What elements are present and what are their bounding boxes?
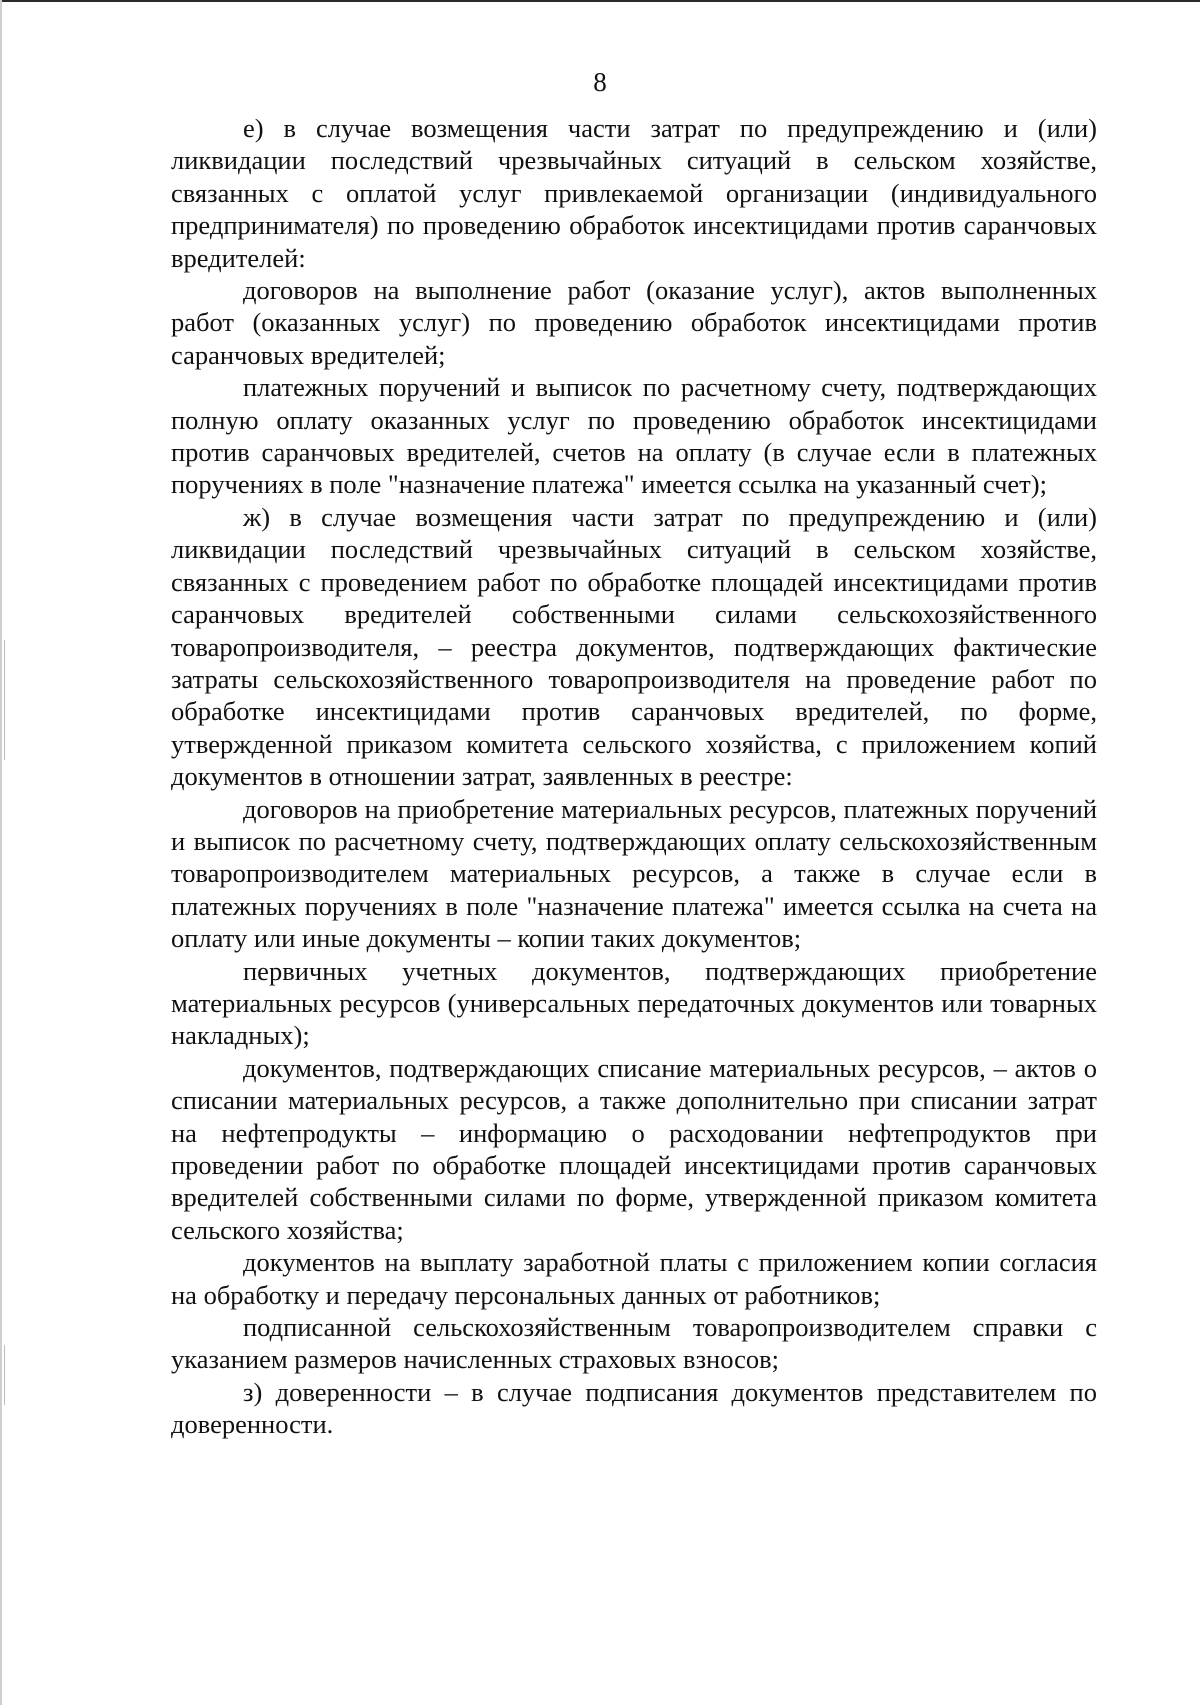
- paragraph-primary-documents: первичных учетных документов, подтверждающих приобретение материальных ресурсов (универсальных передаточных документов или товарных накладных);: [171, 955, 1097, 1051]
- scan-edge-top: [0, 0, 1200, 2]
- scan-edge-left: [0, 0, 2, 1705]
- document-body: [171, 112, 1097, 1441]
- paragraph-contracts: договоров на выполнение работ (оказание услуг), актов выполненных работ (оказанных услуг) по проведению обработок инсектицидами против саранчовых вредителей;: [171, 275, 1097, 370]
- paragraph-payroll-documents: документов на выплату заработной платы с приложением копии согласия на обработку и передачу персональных данных от работников;: [171, 1247, 1097, 1310]
- paragraph-zh: ж) в случае возмещения части затрат по предупреждению и (или) ликвидации последствий чрезвычайных ситуаций в сельском хозяйстве, связанных с проведением работ по обработке площадей инсектицидами против саранчовых вредителей собственными силами сельскохозяйственного товаропроизводителя, – реестра документов, подтверждающих фактические затраты сельскохозяйственного товаропроизводителя на проведение работ по обработке инсектицидами против саранчовых вредителей, по форме, утвержденной приказом комитета сельского хозяйства, с приложением копий документов в отношении затрат, заявленных в реестре:: [171, 501, 1097, 792]
- paragraph-insurance-certificate: подписанной сельскохозяйственным товаропроизводителем справки с указанием размеров начисленных страховых взносов;: [171, 1312, 1097, 1375]
- paragraph-e: е) в случае возмещения части затрат по предупреждению и (или) ликвидации последствий чрезвычайных ситуаций в сельском хозяйстве, связанных с оплатой услуг привлекаемой организации (индивидуального предпринимателя) по проведению обработок инсектицидами против саранчовых вредителей:: [171, 113, 1097, 273]
- paragraph-write-off-documents: документов, подтверждающих списание материальных ресурсов, – актов о списании материальных ресурсов, а также дополнительно при списании затрат на нефтепродукты – информацию о расходовании нефтепродуктов при проведении работ по обработке площадей инсектицидами против саранчовых вредителей собственными силами по форме, утвержденной приказом комитета сельского хозяйства;: [171, 1052, 1097, 1245]
- scan-mark-left-1: [4, 640, 5, 760]
- page-number: 8: [593, 67, 607, 97]
- paragraph-payment-orders: платежных поручений и выписок по расчетному счету, подтверждающих полную оплату оказанных услуг по проведению обработок инсектицидами против саранчовых вредителей, счетов на оплату (в случае если в платежных поручениях в поле "назначение платежа" имеется ссылка на указанный счет);: [171, 372, 1097, 500]
- paragraph-material-contracts: договоров на приобретение материальных ресурсов, платежных поручений и выписок по расчетному счету, подтверждающих оплату сельскохозяйственным товаропроизводителем материальных ресурсов, а также в случае если в платежных поручениях в поле "назначение платежа" имеется ссылка на счета на оплату или иные документы – копии таких документов;: [171, 793, 1097, 954]
- scan-mark-left-2: [4, 1345, 5, 1405]
- paragraph-z: з) доверенности – в случае подписания документов представителем по доверенности.: [171, 1376, 1097, 1440]
